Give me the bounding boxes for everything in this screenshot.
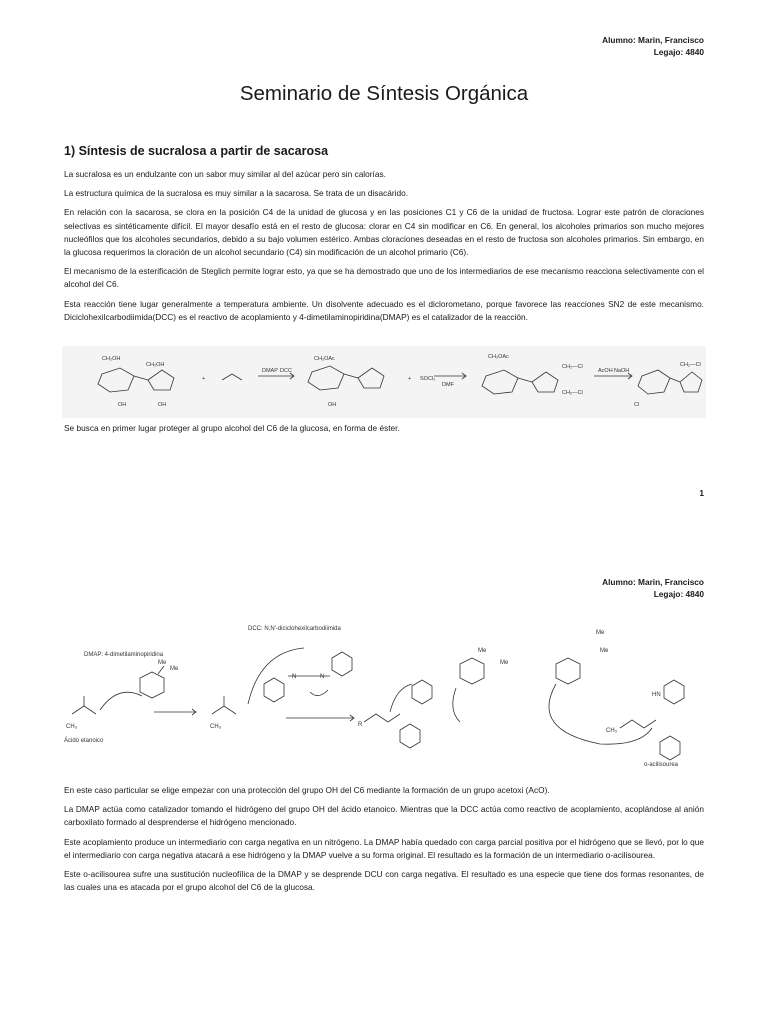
label-ch3: CH₃ [210, 724, 222, 730]
label-ch2cl: CH₂—Cl [562, 364, 583, 370]
dmap-ring [140, 672, 164, 698]
page-title: Seminario de Síntesis Orgánica [239, 82, 529, 105]
page-header [602, 576, 704, 600]
label-n: N [292, 674, 297, 680]
acylisourea-label: o-acilisourea [644, 762, 679, 768]
paragraph: La DMAP actúa como catalizador tomando el hidrógeno del grupo OH del ácido etanoico. Mientras que la DCC actúa como reactivo de acoplamiento, acoplándose al anión carboxilato formado al desprenderse el hidrógeno mencionado. [64, 804, 704, 828]
dmap-label: DMAP: 4-dimetilaminopiridina [84, 652, 164, 658]
student-name: Alumno: Marin, Francisco [602, 35, 704, 45]
paragraph: En relación con la sacarosa, se clora en la posición C4 de la unidad de glucosa y en las posiciones C1 y C6 de la unidad de fructosa. Lograr este patrón de cloraciones selectivas es sintéticamente difícil. El mayor desafío está en el resto de glucosa: clorar en C4 sin modificar en C6. En general, los alcoholes primarios son mucho mejores nucleófilos que los alcoholes secundarios, debido a su bajo volumen estérico. Ambas cloraciones deseadas en el resto de fructosa son alcoholes primarios. Sin embargo, en la glucosa requerimos la cloración de un alcohol secundario (C4) sin modificación de un alcohol primario (C6). [64, 207, 704, 258]
paragraph: En este caso particular se elige empezar con una protección del grupo OH del C6 mediante la formación de un grupo acetoxi (AcO). [64, 785, 550, 795]
label-r: R [358, 722, 363, 728]
page-separator [0, 528, 768, 548]
label-oh: OH [118, 402, 127, 408]
label-plus: + [408, 376, 412, 382]
label-me: Me [600, 648, 609, 654]
mechanism-diagram [60, 618, 720, 768]
paragraph: Este o-acilisourea sufre una sustitución nucleofílica de la DMAP y se desprende DCU con carga negativa. El resultado es una especie que tiene dos formas resonantes, de las cuales una es atacada por el grupo alcohol del C6 de la glucosa. [64, 869, 704, 893]
label-plus: + [202, 376, 206, 382]
label-naoh: NaOH [614, 368, 630, 374]
body-text [64, 784, 704, 900]
label-dmf: DMF [442, 382, 454, 388]
label-hn: HN [652, 692, 661, 698]
label-ch2oh: CH₂OH [146, 362, 165, 368]
paragraph: Este acoplamiento produce un intermediario con carga negativa en un nitrógeno. La DMAP había quedado con carga parcial positiva por el hidrógeno que se llevó, por lo que el intermediario con carga negativa atacará a ese hidrógeno y la DMAP vuelve a su forma original. El resultado es la formación de un intermediario o-acilisourea. [64, 836, 704, 860]
student-legajo: Legajo: 4840 [653, 47, 704, 57]
label-ch2cl: CH₂—Cl [680, 362, 701, 368]
label-dcc: DCC [280, 368, 292, 374]
label-me: Me [170, 666, 179, 672]
label-me: Me [158, 660, 167, 666]
student-legajo: Legajo: 4840 [653, 589, 704, 599]
label-ch2oh: CH₂OH [102, 356, 121, 362]
paragraph: El mecanismo de la esterificación de Steglich permite lograr esto, ya que se ha demostrado que uno de los intermediarios de ese mecanismo reacciona selectivamente con el alcohol del C6. [64, 266, 704, 290]
dcc-label: DCC: N,N'-diciclohexilcarbodiimida [248, 626, 341, 632]
label-ch3: CH₃ [66, 724, 78, 730]
label-cl: Cl [634, 402, 640, 408]
reaction-scheme [62, 346, 706, 418]
label-socl2: SOCl₂ [420, 376, 436, 382]
paragraph: La sucralosa es un endulzante con un sabor muy similar al del azúcar pero sin calorías. [64, 169, 386, 179]
page-number: 1 [699, 488, 704, 498]
label-ch3: CH₃ [606, 728, 618, 734]
acetic-acid-label: Ácido etanoico [64, 738, 104, 744]
label-me: Me [478, 648, 487, 654]
label-oh: OH [158, 402, 167, 408]
label-oh: OH [328, 402, 337, 408]
paragraph: Esta reacción tiene lugar generalmente a temperatura ambiente. Un disolvente adecuado es el diclorometano, porque favorece las reacciones SN2 de este mecanismo. Diciclohexilcarbodiimida(DCC) es el reactivo de acoplamiento y 4-dimetilaminopiridina(DMAP) es el catalizador de la reacción. [64, 298, 704, 322]
paragraph: La estructura química de la sucralosa es muy similar a la sacarosa. Se trata de un disacárido. [64, 188, 409, 199]
label-ch2cl: CH₂—Cl [562, 390, 583, 396]
label-acoh: AcOH [598, 368, 613, 374]
label-me: Me [500, 660, 509, 666]
paragraph: Se busca en primer lugar proteger al grupo alcohol del C6 de la glucosa, en forma de éster. [64, 423, 400, 433]
body-text [64, 168, 704, 330]
label-dmap: DMAP [262, 368, 278, 374]
document-page-2 [0, 548, 768, 1024]
label-n: N [320, 674, 325, 680]
student-name: Alumno: Marin, Francisco [602, 577, 704, 587]
label-me: Me [596, 630, 605, 636]
body-text [64, 422, 704, 441]
label-ch2oac: CH₂OAc [488, 354, 509, 360]
page-header [602, 34, 704, 58]
section-title: 1) Síntesis de sucralosa a partir de sacarosa [64, 144, 329, 158]
label-ch2oac: CH₂OAc [314, 356, 335, 362]
